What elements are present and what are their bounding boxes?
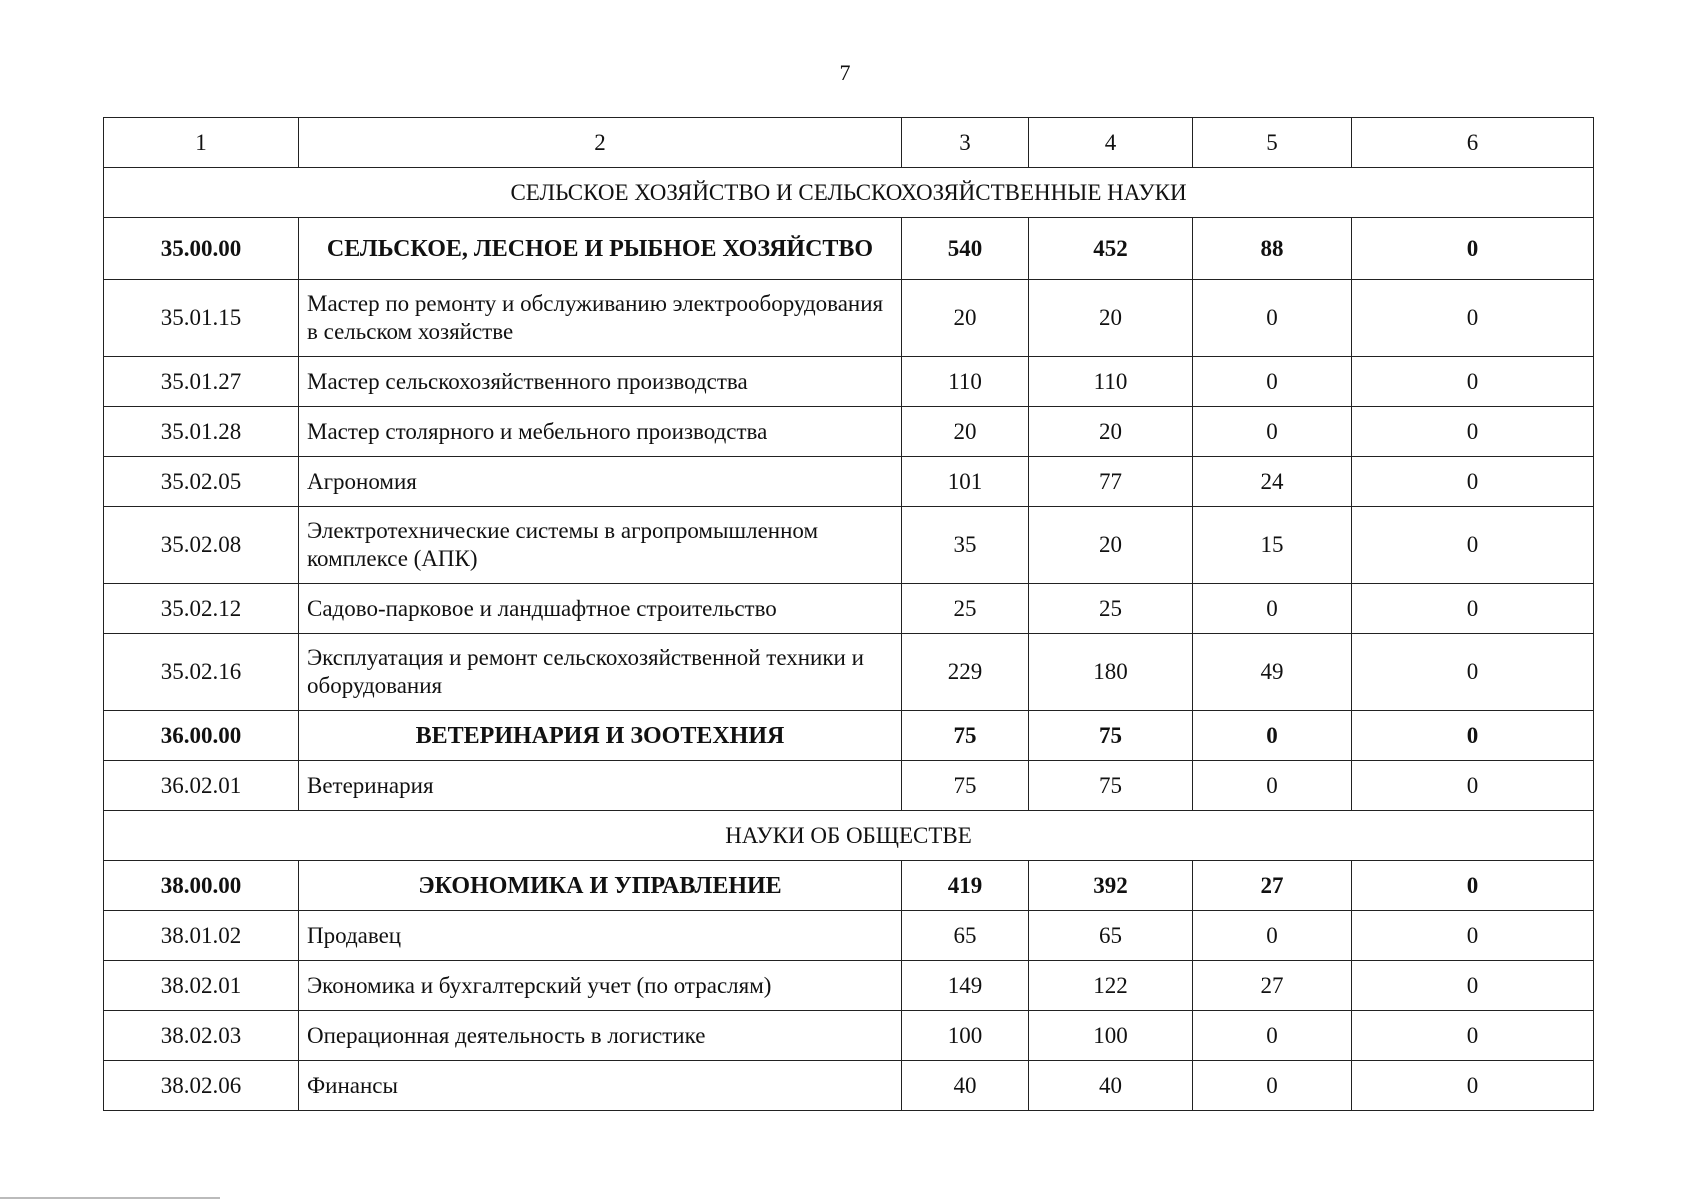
value-col6: 0 [1352,357,1594,407]
group-value-col3: 540 [902,218,1029,280]
value-col3: 35 [902,507,1029,584]
specialty-code: 35.01.28 [104,407,299,457]
group-row [104,711,1594,761]
value-col6: 0 [1352,761,1594,811]
specialty-code: 38.02.06 [104,1061,299,1111]
specialty-code: 38.02.01 [104,961,299,1011]
specialty-name: Операционная деятельность в логистике [299,1011,902,1061]
value-col4: 122 [1029,961,1193,1011]
specialty-code: 36.02.01 [104,761,299,811]
specialties-table [103,117,1594,1111]
value-col3: 110 [902,357,1029,407]
column-header: 4 [1029,118,1193,168]
group-value-col5: 88 [1193,218,1352,280]
group-code: 36.00.00 [104,711,299,761]
value-col5: 49 [1193,634,1352,711]
group-code: 38.00.00 [104,861,299,911]
value-col5: 0 [1193,1011,1352,1061]
value-col6: 0 [1352,280,1594,357]
value-col5: 24 [1193,457,1352,507]
value-col5: 0 [1193,584,1352,634]
group-value-col6: 0 [1352,861,1594,911]
specialty-name: Мастер сельскохозяйственного производства [299,357,902,407]
table-row [104,961,1594,1011]
page-number: 7 [839,60,851,85]
value-col5: 0 [1193,407,1352,457]
value-col6: 0 [1352,961,1594,1011]
group-row [104,861,1594,911]
table-row [104,1011,1594,1061]
value-col4: 65 [1029,911,1193,961]
value-col5: 15 [1193,507,1352,584]
value-col3: 40 [902,1061,1029,1111]
column-header: 1 [104,118,299,168]
group-name: СЕЛЬСКОЕ, ЛЕСНОЕ И РЫБНОЕ ХОЗЯЙСТВО [299,218,902,280]
group-value-col4: 392 [1029,861,1193,911]
bottom-scan-rule [0,1197,220,1199]
value-col4: 180 [1029,634,1193,711]
column-header: 6 [1352,118,1594,168]
table-row [104,911,1594,961]
specialty-code: 38.01.02 [104,911,299,961]
value-col5: 27 [1193,961,1352,1011]
section-row [104,168,1594,218]
group-value-col3: 75 [902,711,1029,761]
value-col3: 20 [902,280,1029,357]
value-col5: 0 [1193,1061,1352,1111]
value-col5: 0 [1193,357,1352,407]
value-col6: 0 [1352,911,1594,961]
group-value-col5: 27 [1193,861,1352,911]
column-header: 5 [1193,118,1352,168]
table-row [104,507,1594,584]
value-col4: 40 [1029,1061,1193,1111]
value-col4: 20 [1029,280,1193,357]
specialty-name: Садово-парковое и ландшафтное строительство [299,584,902,634]
value-col4: 100 [1029,1011,1193,1061]
value-col5: 0 [1193,280,1352,357]
specialty-code: 35.02.08 [104,507,299,584]
value-col3: 20 [902,407,1029,457]
value-col3: 75 [902,761,1029,811]
table-row [104,761,1594,811]
value-col6: 0 [1352,1011,1594,1061]
table-row [104,584,1594,634]
specialty-name: Ветеринария [299,761,902,811]
value-col6: 0 [1352,584,1594,634]
section-title: НАУКИ ОБ ОБЩЕСТВЕ [104,811,1594,861]
value-col3: 229 [902,634,1029,711]
table-row [104,1061,1594,1111]
value-col4: 20 [1029,407,1193,457]
specialty-code: 35.02.12 [104,584,299,634]
group-value-col5: 0 [1193,711,1352,761]
group-name: ЭКОНОМИКА И УПРАВЛЕНИЕ [299,861,902,911]
column-number-row [104,118,1594,168]
value-col4: 75 [1029,761,1193,811]
value-col4: 77 [1029,457,1193,507]
specialty-code: 35.01.15 [104,280,299,357]
specialty-name: Мастер столярного и мебельного производства [299,407,902,457]
group-value-col4: 452 [1029,218,1193,280]
specialty-name: Агрономия [299,457,902,507]
specialty-name: Продавец [299,911,902,961]
specialty-name: Финансы [299,1061,902,1111]
group-value-col6: 0 [1352,218,1594,280]
group-name: ВЕТЕРИНАРИЯ И ЗООТЕХНИЯ [299,711,902,761]
table-row [104,280,1594,357]
value-col3: 25 [902,584,1029,634]
value-col6: 0 [1352,634,1594,711]
specialty-code: 35.02.16 [104,634,299,711]
table-row [104,457,1594,507]
column-header: 2 [299,118,902,168]
section-row [104,811,1594,861]
specialty-name: Эксплуатация и ремонт сельскохозяйственной техники и оборудования [299,634,902,711]
value-col6: 0 [1352,457,1594,507]
value-col4: 20 [1029,507,1193,584]
value-col3: 149 [902,961,1029,1011]
column-header: 3 [902,118,1029,168]
specialty-name: Электротехнические системы в агропромышленном комплексе (АПК) [299,507,902,584]
specialty-code: 35.02.05 [104,457,299,507]
group-value-col4: 75 [1029,711,1193,761]
value-col5: 0 [1193,911,1352,961]
group-code: 35.00.00 [104,218,299,280]
value-col4: 110 [1029,357,1193,407]
specialty-name: Мастер по ремонту и обслуживанию электрооборудования в сельском хозяйстве [299,280,902,357]
value-col4: 25 [1029,584,1193,634]
value-col3: 101 [902,457,1029,507]
specialty-code: 35.01.27 [104,357,299,407]
group-value-col6: 0 [1352,711,1594,761]
table-row [104,407,1594,457]
value-col5: 0 [1193,761,1352,811]
value-col6: 0 [1352,407,1594,457]
value-col3: 100 [902,1011,1029,1061]
table-row [104,634,1594,711]
specialty-name: Экономика и бухгалтерский учет (по отраслям) [299,961,902,1011]
group-value-col3: 419 [902,861,1029,911]
table-row [104,357,1594,407]
value-col6: 0 [1352,507,1594,584]
group-row [104,218,1594,280]
specialty-code: 38.02.03 [104,1011,299,1061]
value-col3: 65 [902,911,1029,961]
section-title: СЕЛЬСКОЕ ХОЗЯЙСТВО И СЕЛЬСКОХОЗЯЙСТВЕННЫЕ НАУКИ [104,168,1594,218]
value-col6: 0 [1352,1061,1594,1111]
